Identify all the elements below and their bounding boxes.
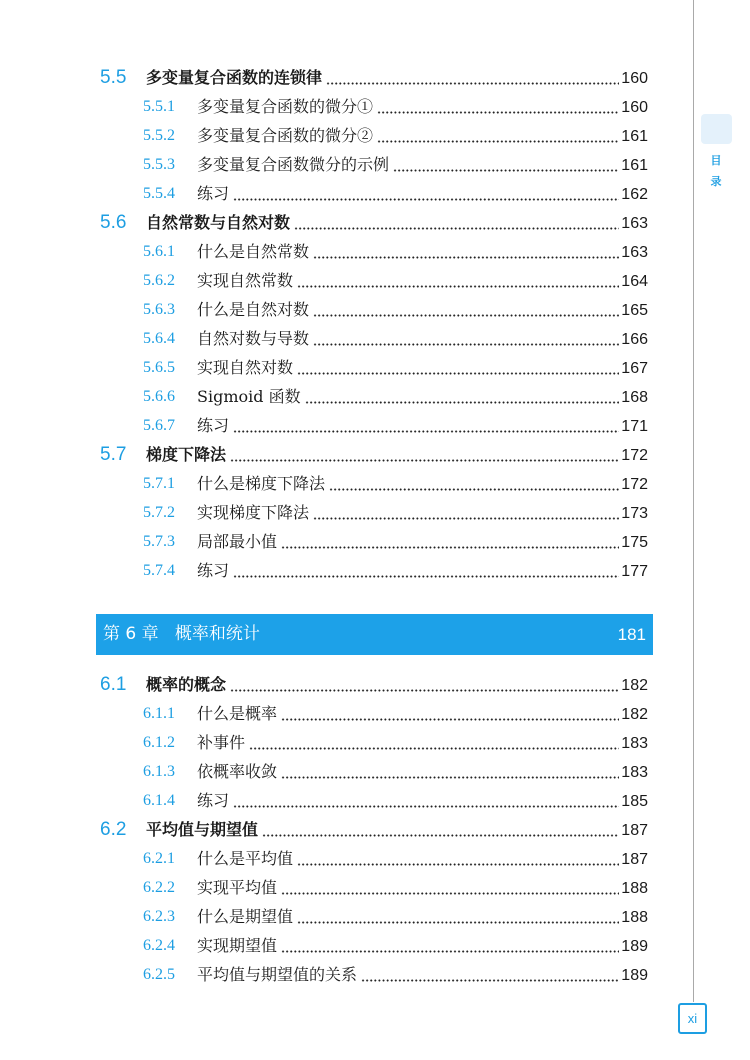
toc-entry-title: 梯度下降法: [146, 445, 227, 464]
dot-leader: [233, 430, 619, 433]
toc-side-label: 目 录: [710, 154, 722, 188]
toc-section-entry[interactable]: [0, 208, 693, 237]
dot-leader: [305, 401, 620, 404]
toc-entry-page-number: 173: [621, 505, 648, 522]
toc-entry-leader-line: [197, 469, 648, 498]
dot-leader: [313, 314, 619, 317]
toc-entry-title: 实现梯度下降法: [197, 503, 310, 522]
page-number-badge: xi: [678, 1003, 707, 1034]
toc-entry-leader-line: [197, 92, 648, 121]
toc-entry-title: 什么是梯度下降法: [197, 474, 326, 493]
toc-entry-title: 练习: [197, 184, 230, 203]
toc-entry-number: 5.7.4: [143, 562, 175, 579]
toc-entry-number: 6.1.2: [143, 734, 175, 751]
toc-subsection-entry[interactable]: [0, 931, 693, 960]
toc-entry-number: 5.7.1: [143, 475, 175, 492]
toc-entry-number: 5.6: [100, 212, 127, 233]
dot-leader: [281, 892, 619, 895]
toc-subsection-entry[interactable]: [0, 92, 693, 121]
toc-entry-title: 多变量复合函数的连锁律: [146, 68, 323, 87]
toc-entry-title: 练习: [197, 561, 230, 580]
toc-entry-title: 什么是自然常数: [197, 242, 310, 261]
toc-entry-number: 5.5: [100, 67, 127, 88]
toc-subsection-entry[interactable]: [0, 786, 693, 815]
chapter-page-number: 181: [617, 625, 646, 644]
dot-leader: [281, 546, 619, 549]
toc-entry-page-number: 189: [621, 967, 648, 984]
dot-leader: [281, 776, 619, 779]
toc-entry-page-number: 188: [621, 909, 648, 926]
dot-leader: [262, 834, 619, 837]
toc-entry-title: 实现自然常数: [197, 271, 294, 290]
dot-leader: [233, 805, 619, 808]
toc-entry-page-number: 183: [621, 735, 648, 752]
toc-entry-leader-line: [197, 728, 648, 757]
toc-entry-leader-line: [197, 527, 648, 556]
toc-entry-title: 练习: [197, 791, 230, 810]
toc-section-entry[interactable]: [0, 63, 693, 92]
toc-entry-title: 什么是概率: [197, 704, 278, 723]
toc-entry-page-number: 183: [621, 764, 648, 781]
toc-entry-title: 什么是期望值: [197, 907, 294, 926]
toc-entry-number: 6.2.1: [143, 850, 175, 867]
toc-subsection-entry[interactable]: [0, 873, 693, 902]
toc-entry-leader-line: [197, 931, 648, 960]
toc-entry-number: 6.1.1: [143, 705, 175, 722]
dot-leader: [230, 459, 619, 462]
toc-entry-leader-line: [197, 353, 648, 382]
toc-entry-title: 自然常数与自然对数: [146, 213, 291, 232]
toc-entry-leader-line: [146, 670, 648, 699]
toc-entry-title: 局部最小值: [197, 532, 278, 551]
toc-subsection-entry[interactable]: [0, 902, 693, 931]
toc-entry-page-number: 187: [621, 851, 648, 868]
toc-entry-number: 5.6.6: [143, 388, 175, 405]
toc-subsection-entry[interactable]: [0, 150, 693, 179]
toc-subsection-entry[interactable]: [0, 411, 693, 440]
toc-entry-title: 练习: [197, 416, 230, 435]
toc-entry-leader-line: [197, 556, 648, 585]
toc-entry-page-number: 188: [621, 880, 648, 897]
toc-entry-page-number: 182: [621, 706, 648, 723]
toc-entry-number: 6.2.4: [143, 937, 175, 954]
margin-divider-line: [693, 0, 694, 1002]
toc-entry-leader-line: [197, 873, 648, 902]
toc-entry-page-number: 163: [621, 215, 648, 232]
toc-entry-number: 5.6.3: [143, 301, 175, 318]
toc-subsection-entry[interactable]: [0, 498, 693, 527]
toc-entry-page-number: 160: [621, 70, 648, 87]
toc-entry-title: 补事件: [197, 733, 246, 752]
toc-entry-leader-line: [146, 63, 648, 92]
toc-entry-number: 6.1.4: [143, 792, 175, 809]
toc-entry-number: 5.7.3: [143, 533, 175, 550]
toc-entry-number: 5.6.4: [143, 330, 175, 347]
toc-entry-title: 多变量复合函数的微分②: [197, 126, 374, 145]
toc-entry-page-number: 182: [621, 677, 648, 694]
toc-entry-leader-line: [197, 295, 648, 324]
toc-entry-page-number: 167: [621, 360, 648, 377]
toc-subsection-entry[interactable]: [0, 556, 693, 585]
toc-entry-title: 概率的概念: [146, 675, 227, 694]
toc-entry-leader-line: [197, 121, 648, 150]
toc-subsection-entry[interactable]: [0, 469, 693, 498]
toc-entry-page-number: 161: [621, 157, 648, 174]
toc-entry-leader-line: [197, 179, 648, 208]
toc-entry-title: 什么是平均值: [197, 849, 294, 868]
dot-leader: [281, 950, 619, 953]
toc-entry-leader-line: [197, 960, 648, 989]
toc-entry-number: 6.1: [100, 674, 127, 695]
toc-entry-leader-line: [197, 498, 648, 527]
toc-entry-number: 5.5.2: [143, 127, 175, 144]
toc-entry-number: 6.2: [100, 819, 127, 840]
toc-subsection-entry[interactable]: [0, 757, 693, 786]
toc-entry-title: 平均值与期望值: [146, 820, 259, 839]
toc-entry-page-number: 185: [621, 793, 648, 810]
toc-entry-leader-line: [197, 844, 648, 873]
toc-entry-number: 5.6.1: [143, 243, 175, 260]
dot-leader: [249, 747, 619, 750]
toc-entry-number: 6.2.5: [143, 966, 175, 983]
toc-entry-page-number: 172: [621, 447, 648, 464]
toc-section-entry[interactable]: [0, 815, 693, 844]
toc-entry-title: 多变量复合函数微分的示例: [197, 155, 390, 174]
toc-entry-number: 5.7.2: [143, 504, 175, 521]
toc-entry-leader-line: [197, 757, 648, 786]
toc-entry-number: 5.5.4: [143, 185, 175, 202]
toc-entry-page-number: 161: [621, 128, 648, 145]
toc-entry-page-number: 175: [621, 534, 648, 551]
dot-leader: [313, 256, 619, 259]
toc-entry-title: 依概率收敛: [197, 762, 278, 781]
toc-entry-leader-line: [197, 237, 648, 266]
toc-entry-number: 5.5.1: [143, 98, 175, 115]
chapter-heading-bar[interactable]: [96, 614, 653, 655]
toc-section-entry[interactable]: [0, 440, 693, 469]
toc-subsection-entry[interactable]: [0, 237, 693, 266]
toc-entry-number: 6.1.3: [143, 763, 175, 780]
toc-entry-number: 5.7: [100, 444, 127, 465]
toc-entry-page-number: 189: [621, 938, 648, 955]
toc-entry-number: 5.5.3: [143, 156, 175, 173]
toc-entry-leader-line: [197, 266, 648, 295]
dot-leader: [377, 140, 619, 143]
toc-entry-leader-line: [197, 786, 648, 815]
toc-entry-leader-line: [197, 150, 648, 179]
toc-subsection-entry[interactable]: [0, 179, 693, 208]
toc-entry-leader-line: [197, 411, 648, 440]
toc-entry-title: 实现自然对数: [197, 358, 294, 377]
toc-entry-leader-line: [197, 324, 648, 353]
toc-subsection-entry[interactable]: [0, 295, 693, 324]
toc-entry-title: 实现平均值: [197, 878, 278, 897]
toc-entry-page-number: 177: [621, 563, 648, 580]
toc-subsection-entry[interactable]: [0, 266, 693, 295]
toc-entry-number: 6.2.3: [143, 908, 175, 925]
toc-entry-page-number: 171: [621, 418, 648, 435]
toc-subsection-entry[interactable]: [0, 960, 693, 989]
toc-side-tab: [701, 114, 732, 144]
toc-entry-number: 5.6.2: [143, 272, 175, 289]
toc-entry-page-number: 187: [621, 822, 648, 839]
dot-leader: [297, 921, 619, 924]
dot-leader: [297, 285, 619, 288]
toc-entry-page-number: 164: [621, 273, 648, 290]
toc-entry-page-number: 168: [621, 389, 648, 406]
toc-entry-number: 5.6.5: [143, 359, 175, 376]
toc-entry-page-number: 162: [621, 186, 648, 203]
toc-entry-title: 自然对数与导数: [197, 329, 310, 348]
toc-entry-page-number: 163: [621, 244, 648, 261]
toc-entry-leader-line: [146, 815, 648, 844]
toc-subsection-entry[interactable]: [0, 324, 693, 353]
chapter-title: 第 6 章 概率和统计: [103, 624, 260, 644]
dot-leader: [313, 343, 619, 346]
dot-leader: [230, 689, 619, 692]
dot-leader: [313, 517, 619, 520]
toc-entry-leader-line: [146, 440, 648, 469]
dot-leader: [294, 227, 619, 230]
dot-leader: [329, 488, 619, 491]
dot-leader: [233, 575, 619, 578]
toc-subsection-entry[interactable]: [0, 382, 693, 411]
dot-leader: [393, 169, 619, 172]
toc-subsection-entry[interactable]: [0, 844, 693, 873]
dot-leader: [281, 718, 619, 721]
toc-entry-title: 平均值与期望值的关系: [197, 965, 358, 984]
dot-leader: [297, 372, 619, 375]
toc-entry-title: 实现期望值: [197, 936, 278, 955]
toc-entry-number: 6.2.2: [143, 879, 175, 896]
toc-entry-page-number: 172: [621, 476, 648, 493]
dot-leader: [297, 863, 619, 866]
dot-leader: [233, 198, 619, 201]
toc-subsection-entry[interactable]: [0, 699, 693, 728]
toc-subsection-entry[interactable]: [0, 728, 693, 757]
toc-section-entry[interactable]: [0, 670, 693, 699]
toc-entry-leader-line: [197, 382, 648, 411]
toc-entry-title: 什么是自然对数: [197, 300, 310, 319]
toc-entry-leader-line: [197, 902, 648, 931]
toc-entry-page-number: 160: [621, 99, 648, 116]
toc-entry-leader-line: [197, 699, 648, 728]
dot-leader: [361, 979, 619, 982]
toc-entry-number: 5.6.7: [143, 417, 175, 434]
dot-leader: [326, 82, 619, 85]
toc-entry-page-number: 165: [621, 302, 648, 319]
toc-subsection-entry[interactable]: [0, 121, 693, 150]
toc-entry-title: 多变量复合函数的微分①: [197, 97, 374, 116]
dot-leader: [377, 111, 619, 114]
toc-entry-leader-line: [146, 208, 648, 237]
toc-entry-title: Sigmoid 函数: [197, 387, 301, 406]
toc-subsection-entry[interactable]: [0, 353, 693, 382]
toc-entry-page-number: 166: [621, 331, 648, 348]
toc-subsection-entry[interactable]: [0, 527, 693, 556]
